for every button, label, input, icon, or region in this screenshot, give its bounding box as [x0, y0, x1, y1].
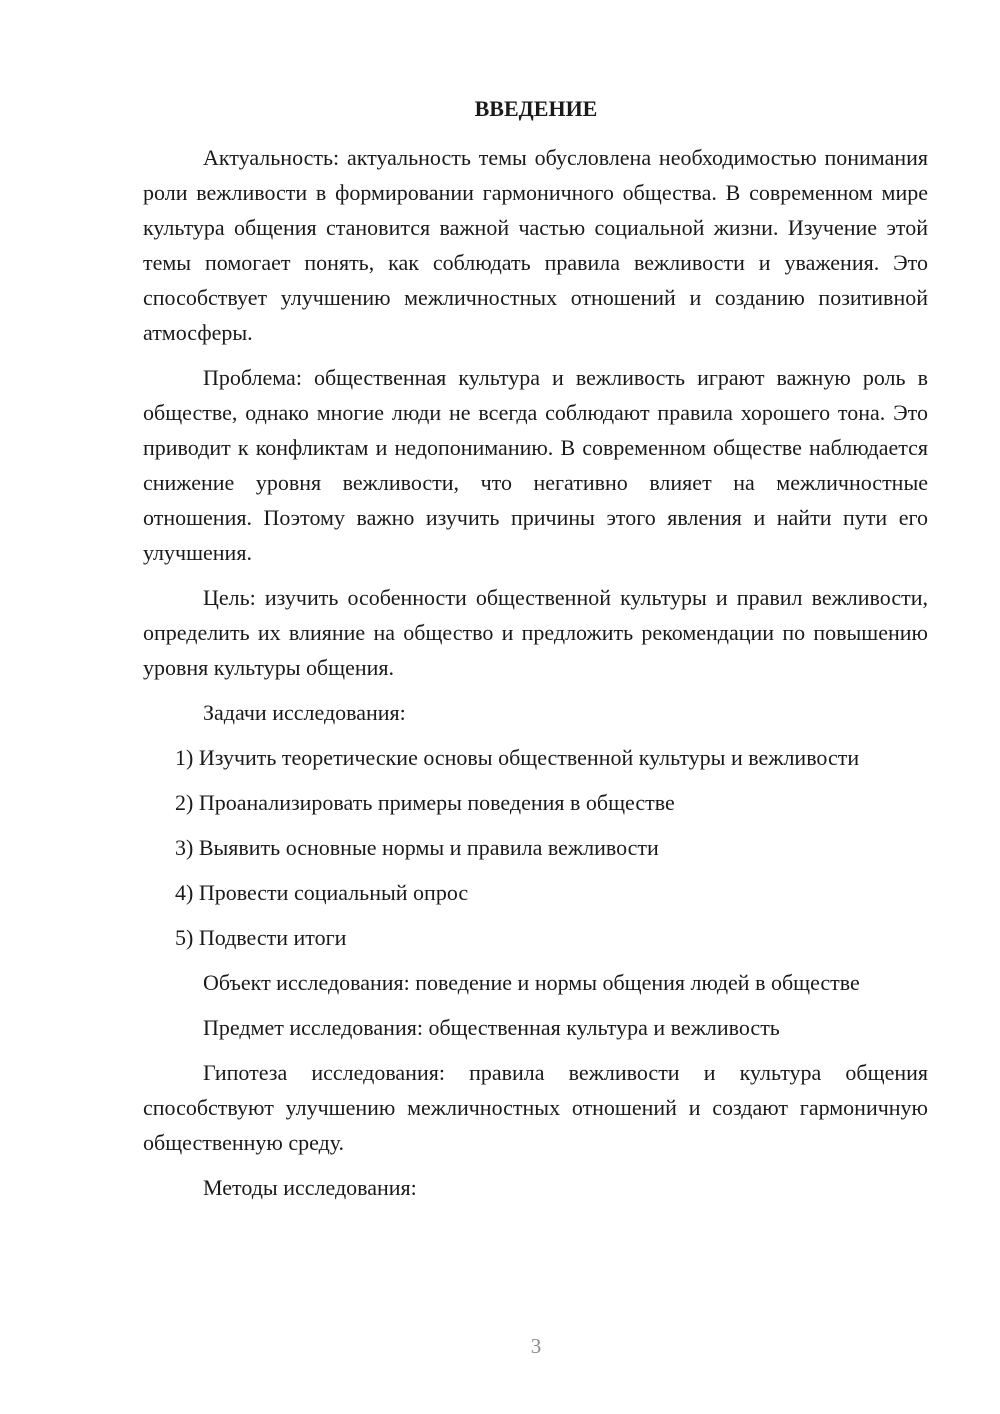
- task-item: 5) Подвести итоги: [175, 925, 347, 950]
- paragraph-subject: Предмет исследования: общественная культура и вежливость: [203, 1015, 780, 1040]
- task-item: 4) Провести социальный опрос: [175, 880, 469, 905]
- document-body: [143, 140, 928, 1215]
- paragraph-problem: Проблема: общественная культура и вежливость играют важную роль в обществе, однако многие люди не всегда соблюдают правила хорошего тона. Это приводит к конфликтам и недопониманию. В современном обществе наблюдается снижение уровня вежливости, что негативно влияет на межличностные отношения. Поэтому важно изучить причины этого явления и найти пути его улучшения.: [143, 365, 928, 565]
- paragraph-relevance: Актуальность: актуальность темы обусловлена необходимостью понимания роли вежливости в формировании гармоничного общества. В современном мире культура общения становится важной частью социальной жизни. Изучение этой темы помогает понять, как соблюдать правила вежливости и уважения. Это способствует улучшению межличностных отношений и созданию позитивной атмосферы.: [143, 145, 928, 345]
- paragraph-methods: Методы исследования:: [203, 1175, 417, 1200]
- task-item: 3) Выявить основные нормы и правила вежливости: [175, 835, 659, 860]
- paragraph-tasks-heading: Задачи исследования:: [203, 700, 406, 725]
- paragraph-object: Объект исследования: поведение и нормы общения людей в обществе: [203, 970, 860, 995]
- paragraph-goal: Цель: изучить особенности общественной культуры и правил вежливости, определить их влияние на общество и предложить рекомендации по повышению уровня культуры общения.: [143, 585, 928, 680]
- paragraph-hypothesis: Гипотеза исследования: правила вежливости и культура общения способствуют улучшению межличностных отношений и создают гармоничную общественную среду.: [143, 1060, 928, 1155]
- page-title: ВВЕДЕНИЕ: [474, 96, 598, 121]
- page-number: 3: [530, 1334, 542, 1358]
- task-item: 1) Изучить теоретические основы общественной культуры и вежливости: [175, 745, 860, 770]
- task-item: 2) Проанализировать примеры поведения в обществе: [175, 790, 675, 815]
